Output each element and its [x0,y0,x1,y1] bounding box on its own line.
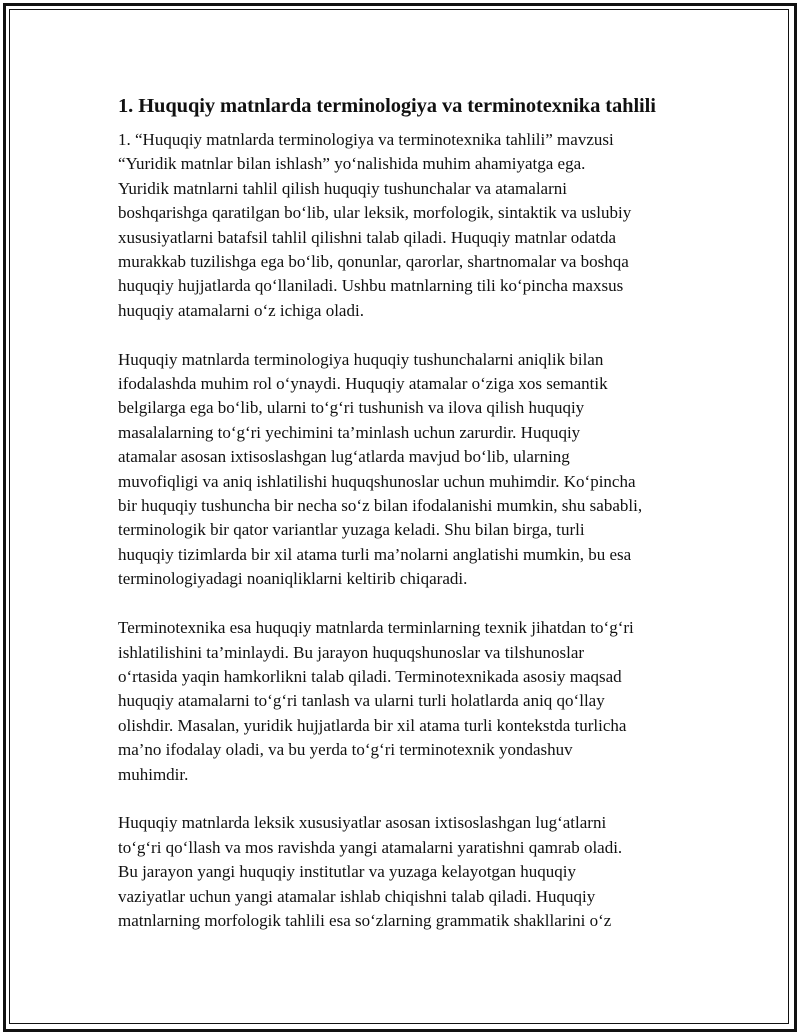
text-line: huquqiy tizimlarda bir xil atama turli ma’nolarni anglatishi mumkin, bu esa [118,544,632,564]
paragraph-2 [118,348,690,592]
text-line: olishdir. Masalan, yuridik hujjatlarda bir xil atama turli kontekstda turlicha [118,715,627,735]
text-line: masalalarning to‘g‘ri yechimini ta’minlash uchun zarurdir. Huquqiy [118,422,581,442]
paragraph-1 [118,128,690,323]
text-line: matnlarning morfologik tahlili esa so‘zlarning grammatik shakllarini o‘z [118,910,612,930]
text-line: huquqiy hujjatlarda qo‘llaniladi. Ushbu matnlarning tili ko‘pincha maxsus [118,276,624,296]
document-body [118,92,690,933]
text-line: bir huquqiy tushuncha bir necha so‘z bilan ifodalanishi mumkin, shu sababli, [118,496,643,516]
text-line: ifodalashda muhim rol o‘ynaydi. Huquqiy atamalar o‘ziga xos semantik [118,374,608,394]
paragraph-gap [118,592,690,616]
text-line: atamalar asosan ixtisoslashgan lug‘atlarda mavjud bo‘lib, ularning [118,447,570,467]
text-line: Terminotexnika esa huquqiy matnlarda terminlarning texnik jihatdan to‘g‘ri [118,618,634,638]
text-line: “Yuridik matnlar bilan ishlash” yo‘nalishida muhim ahamiyatga ega. [118,154,586,174]
paragraph-4 [118,811,690,933]
text-line: huquqiy atamalarni to‘g‘ri tanlash va ularni turli holatlarda aniq qo‘llay [118,691,605,711]
text-line: boshqarishga qaratilgan bo‘lib, ular leksik, morfologik, sintaktik va uslubiy [118,203,632,223]
paragraph-3 [118,616,690,787]
document-title: 1. Huquqiy matnlarda terminologiya va terminotexnika tahlili [118,95,656,117]
paragraph-gap [118,787,690,811]
text-line: Huquqiy matnlarda terminologiya huquqiy tushunchalarni aniqlik bilan [118,349,604,369]
text-line: 1. “Huquqiy matnlarda terminologiya va terminotexnika tahlili” mavzusi [118,130,614,149]
text-line: huquqiy atamalarni o‘z ichiga oladi. [118,300,364,320]
text-line: Yuridik matnlarni tahlil qilish huquqiy tushunchalar va atamalarni [118,178,567,198]
text-line: belgilarga ega bo‘lib, ularni to‘g‘ri tushunish va ilova qilish huquqiy [118,398,585,418]
text-line: Bu jarayon yangi huquqiy institutlar va yuzaga kelayotgan huquqiy [118,862,576,882]
text-line: to‘g‘ri qo‘llash va mos ravishda yangi atamalarni yaratishni qamrab oladi. [118,837,623,857]
text-line: Huquqiy matnlarda leksik xususiyatlar asosan ixtisoslashgan lug‘atlarni [118,813,607,833]
text-line: ishlatilishini ta’minlaydi. Bu jarayon huquqshunoslar va tilshunoslar [118,642,585,662]
text-line: murakkab tuzilishga ega bo‘lib, qonunlar, qarorlar, shartnomalar va boshqa [118,252,629,272]
text-line: xususiyatlarni batafsil tahlil qilishni talab qiladi. Huquqiy matnlar odatda [118,227,617,247]
text-line: vaziyatlar uchun yangi atamalar ishlab chiqishni talab qiladi. Huquqiy [118,886,596,906]
text-line: muvofiqligi va aniq ishlatilishi huquqshunoslar uchun muhimdir. Ko‘pincha [118,471,636,491]
text-line: ma’no ifodalay oladi, va bu yerda to‘g‘ri terminotexnik yondashuv [118,740,573,760]
text-line: o‘rtasida yaqin hamkorlikni talab qiladi. Terminotexnikada asosiy maqsad [118,666,622,686]
text-line: muhimdir. [118,764,189,784]
text-line: terminologik bir qator variantlar yuzaga keladi. Shu bilan birga, turli [118,520,585,540]
text-line: terminologiyadagi noaniqliklarni keltirib chiqaradi. [118,569,468,589]
paragraph-gap [118,323,690,347]
